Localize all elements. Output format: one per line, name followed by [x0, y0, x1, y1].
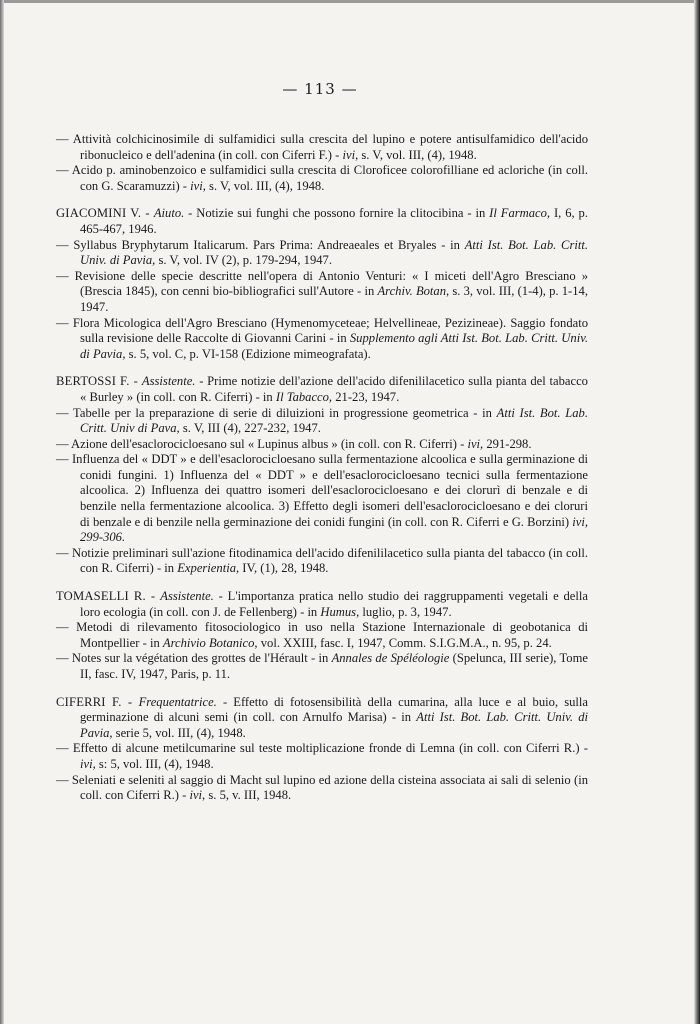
list-item: — Tabelle per la preparazione di serie di diluizioni in progressione geometrica - in Atti Ist. Bot. Lab. Critt. Univ di Pava, s. V, III (4), 227-232, 1947.: [56, 405, 588, 436]
list-item: — Notes sur la végétation des grottes de l'Hérault - in Annales de Spéléologie (Spelunca, III serie), Tome II, fasc. IV, 1947, Paris, p. 11.: [56, 651, 588, 681]
entry-group-giacomini: [56, 206, 588, 362]
list-item: — Influenza del « DDT » e dell'esaclorocicloesano sulla fermentazione alcoolica e sulla germinazione di conidi fungini. 1) Influenza del « DDT » e dell'esaclorocicloesano tecnici sulla fermentazione alcoolica. 2) Influenza dei quattro isomeri dell'esaclorocicloesano e dei clorurì di benzale e di benzile nella fermentazione alcoolica. 3) Effetto degli isomeri dell'esaclorocicloesano e dei cloruri di benzale e di benzile nella germinazione dei conidi fungini (in coll. con R. Ciferri e G. Borzini) ivi, 299-306.: [56, 452, 588, 545]
page-edge-top: [0, 0, 700, 3]
list-item: — Notizie preliminari sull'azione fitodinamica dell'acido difenililacetico sulla pianta del tabacco (in coll. con R. Ciferri) - in Experientia, IV, (1), 28, 1948.: [56, 545, 588, 576]
entry-group-bertossi: [56, 374, 588, 577]
list-item: GIACOMINI V. - Aiuto. - Notizie sui funghi che possono fornire la clitocibina - in Il Farmaco, I, 6, p. 465-467, 1946.: [56, 206, 589, 236]
list-item: TOMASELLI R. - Assistente. - L'importanza pratica nello studio dei raggruppamenti vegetali e della loro ecologia (in coll. con J. de Fellenberg) - in Humus, luglio, p. 3, 1947.: [56, 589, 588, 619]
list-item: BERTOSSI F. - Assistente. - Prime notizie dell'azione dell'acido difenililacetico sulla pianta del tabacco « Burley » (in coll. con R. Ciferri) - in Il Tabacco, 21-23, 1947.: [56, 374, 588, 404]
list-item: — Flora Micologica dell'Agro Bresciano (Hymenomyceteae; Helvellineae, Pezizineae). Saggio fondato sulla revisione delle Raccolte di Giovanni Carini - in Supplemento agli Atti Ist. Bot. Lab. Critt. Univ. di Pavia, s. 5, vol. C, p. VI-158 (Edizione mimeografata).: [56, 315, 588, 361]
list-item: CIFERRI F. - Frequentatrice. - Effetto di fotosensibilità della cumarina, alla luce e al buio, sulla germinazione di alcuni semi (in coll. con Arnulfo Marisa) - in Atti Ist. Bot. Lab. Critt. Univ. di Pavia, serie 5, vol. III, (4), 1948.: [56, 694, 588, 740]
bibliography-list: [56, 132, 588, 816]
page-edge-right: [694, 0, 700, 1024]
entry-group-ciferri: [56, 695, 588, 804]
list-item: — Metodi di rilevamento fitosociologico in uso nella Stazione Internazionale di geobotanica di Montpellier - in Archivio Botanico, vol. XXIII, fasc. I, 1947, Comm. S.I.G.M.A., n. 95, p. 24.: [56, 620, 588, 650]
list-item: — Effetto di alcune metilcumarine sul teste moltiplicazione fronde di Lemna (in coll. con Ciferri R.) - ivi, s: 5, vol. III, (4), 1948.: [56, 741, 588, 771]
list-item: — Attività colchicinosimile di sulfamidici sulla crescita del lupino e potere antisulfamidico dell'acido ribonucleico e dell'adenina (in coll. con Ciferri F.) - ivi, s. V, vol. III, (4), 1948.: [56, 132, 588, 162]
page-edge-left: [0, 0, 4, 1024]
entry-group-tomaselli: [56, 589, 588, 683]
list-item: — Azione dell'esaclorocicloesano sul « Lupinus albus » (in coll. con R. Ciferri) - ivi, 291-298.: [56, 436, 532, 451]
entry-group-anonymous: [56, 132, 588, 194]
list-item: — Syllabus Bryphytarum Italicarum. Pars Prima: Andreaeales et Bryales - in Atti Ist. Bot. Lab. Critt. Univ. di Pavia, s. V, vol. IV (2), p. 179-294, 1947.: [56, 237, 589, 268]
list-item: — Seleniati e seleniti al saggio di Macht sul lupino ed azione della cisteina associata ai sali di selenio (in coll. con Ciferri R.) - ivi, s. 5, v. III, 1948.: [56, 772, 588, 803]
list-item: — Acido p. aminobenzoico e sulfamidici sulla crescita di Cloroficee colorofilliane ed acloriche (in coll. con G. Scaramuzzi) - ivi, s. V, vol. III, (4), 1948.: [56, 163, 588, 193]
list-item: — Revisione delle specie descritte nell'opera di Antonio Venturi: « I miceti dell'Agro Bresciano » (Brescia 1845), con cenni bio-bibliografici sull'Autore - in Archiv. Botan, s. 3, vol. III, (1-4), p. 1-14, 1947.: [56, 268, 588, 314]
page-number: — 113 —: [282, 80, 358, 98]
